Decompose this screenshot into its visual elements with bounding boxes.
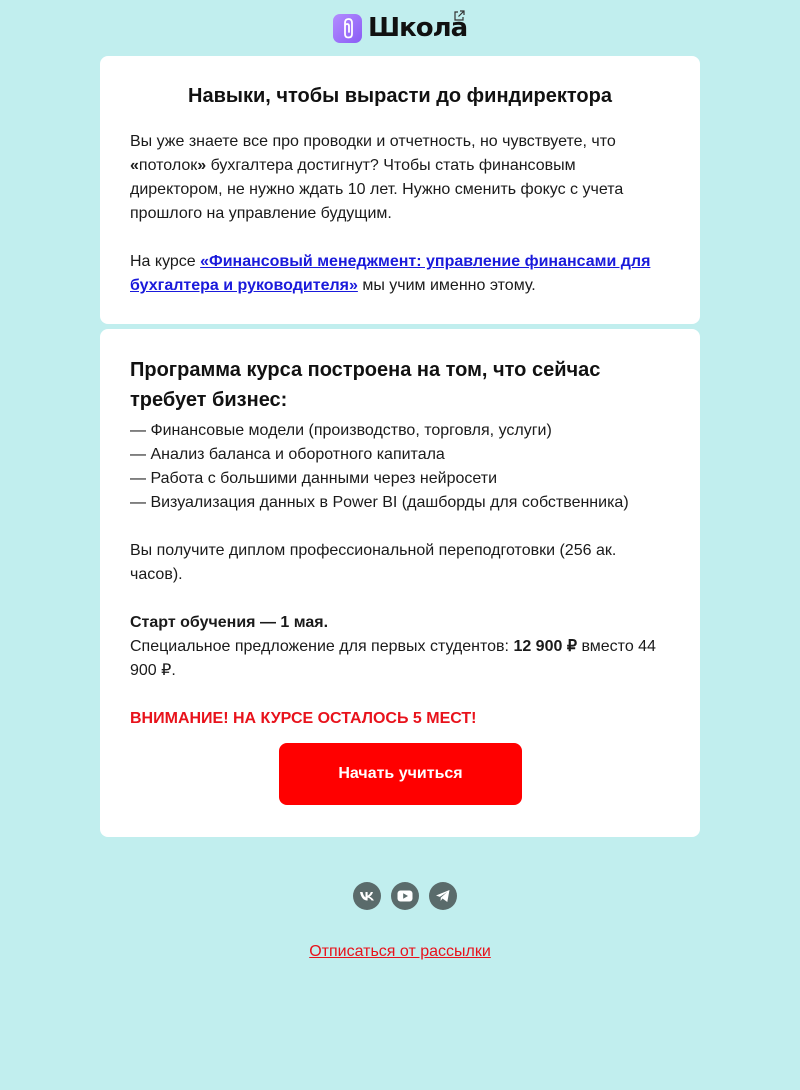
intro-title: Навыки, чтобы вырасти до финдиректора bbox=[188, 85, 612, 107]
seats-warning: ВНИМАНИЕ! НА КУРСЕ ОСТАЛОСЬ 5 МЕСТ! bbox=[130, 710, 477, 727]
logo[interactable] bbox=[333, 12, 467, 44]
youtube-icon[interactable] bbox=[391, 882, 419, 910]
course-prefix: На курсе bbox=[130, 253, 201, 270]
course-paragraph bbox=[130, 250, 660, 298]
offer-text bbox=[130, 635, 662, 683]
program-body bbox=[130, 419, 662, 731]
external-link-icon bbox=[453, 10, 465, 22]
intro-paragraph bbox=[130, 130, 660, 226]
unsubscribe-link[interactable]: Отписаться от рассылки bbox=[309, 943, 491, 960]
program-item: — Анализ баланса и оборотного капитала bbox=[130, 446, 445, 463]
start-learning-button[interactable]: Начать учиться bbox=[279, 743, 522, 805]
intro-text-b: бухгалтера достигнут? Чтобы стать финансовым директором, не нужно ждать 10 лет. Нужно сменить фокус с учета прошлого на управление будущим. bbox=[130, 157, 624, 222]
quote-open: « bbox=[130, 157, 139, 174]
quote-close: » bbox=[197, 157, 207, 174]
intro-text-a: Вы уже знаете все про проводки и отчетность, но чувствуете, что bbox=[130, 133, 616, 150]
quote-word: потолок bbox=[138, 157, 198, 174]
program-item: — Финансовые модели (производство, торговля, услуги) bbox=[130, 422, 552, 439]
offer-price: 12 900 ₽ bbox=[513, 638, 577, 655]
course-link[interactable]: «Финансовый менеджмент: управление финансами для бухгалтера и руководителя» bbox=[130, 253, 651, 294]
course-suffix: мы учим именно этому. bbox=[357, 277, 536, 294]
start-date: Старт обучения — 1 мая. bbox=[130, 614, 329, 631]
social-links bbox=[353, 882, 457, 910]
vk-icon[interactable] bbox=[353, 882, 381, 910]
offer-prefix: Специальное предложение для первых студентов: bbox=[130, 638, 514, 655]
telegram-icon[interactable] bbox=[429, 882, 457, 910]
paperclip-icon bbox=[333, 14, 362, 43]
logo-text: Школа bbox=[368, 13, 468, 43]
intro-card bbox=[100, 56, 700, 324]
diploma-text: Вы получите диплом профессиональной переподготовки (256 ак. часов). bbox=[130, 542, 617, 583]
program-card bbox=[100, 329, 700, 837]
unsubscribe-row bbox=[0, 942, 800, 962]
offer-suffix: вместо 44 900 ₽. bbox=[130, 638, 656, 679]
program-title: Программа курса построена на том, что сейчас требует бизнес: bbox=[130, 359, 601, 411]
program-item: — Визуализация данных в Power BI (дашборды для собственника) bbox=[130, 494, 629, 511]
program-item: — Работа с большими данными через нейросети bbox=[130, 470, 498, 487]
